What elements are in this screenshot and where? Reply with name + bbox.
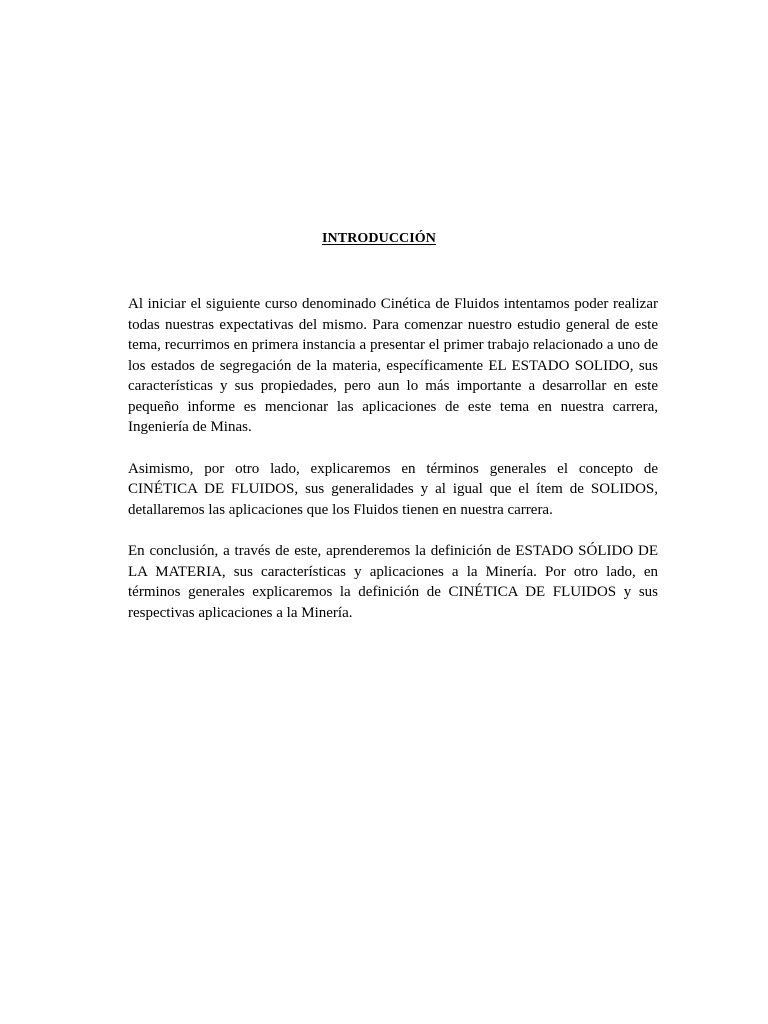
paragraph-1: Al iniciar el siguiente curso denominado Cinética de Fluidos intentamos poder realizar todas nuestras expectativas del mismo. Para comenzar nuestro estudio general de este tema, recurrimos en primera instancia a presentar el primer trabajo relacionado a uno de los estados de segregación de la materia, específicamente EL ESTADO SOLIDO, sus características y sus propiedades, pero aun lo más importante a desarrollar en este pequeño informe es mencionar las aplicaciones de este tema en nuestra carrera, Ingeniería de Minas. [128, 296, 658, 435]
paragraph-2: Asimismo, por otro lado, explicaremos en términos generales el concepto de CINÉTICA DE FLUIDOS, sus generalidades y al igual que el ítem de SOLIDOS, detallaremos las aplicaciones que los Fluidos tienen en nuestra carrera. [128, 460, 658, 518]
document-body [128, 294, 658, 644]
paragraph-3: En conclusión, a través de este, aprenderemos la definición de ESTADO SÓLIDO DE LA MATERIA, sus características y aplicaciones a la Minería. Por otro lado, en términos generales explicaremos la definición de CINÉTICA DE FLUIDOS y sus respectivas aplicaciones a la Minería. [128, 543, 658, 621]
page-title: INTRODUCCIÓN [322, 231, 436, 246]
